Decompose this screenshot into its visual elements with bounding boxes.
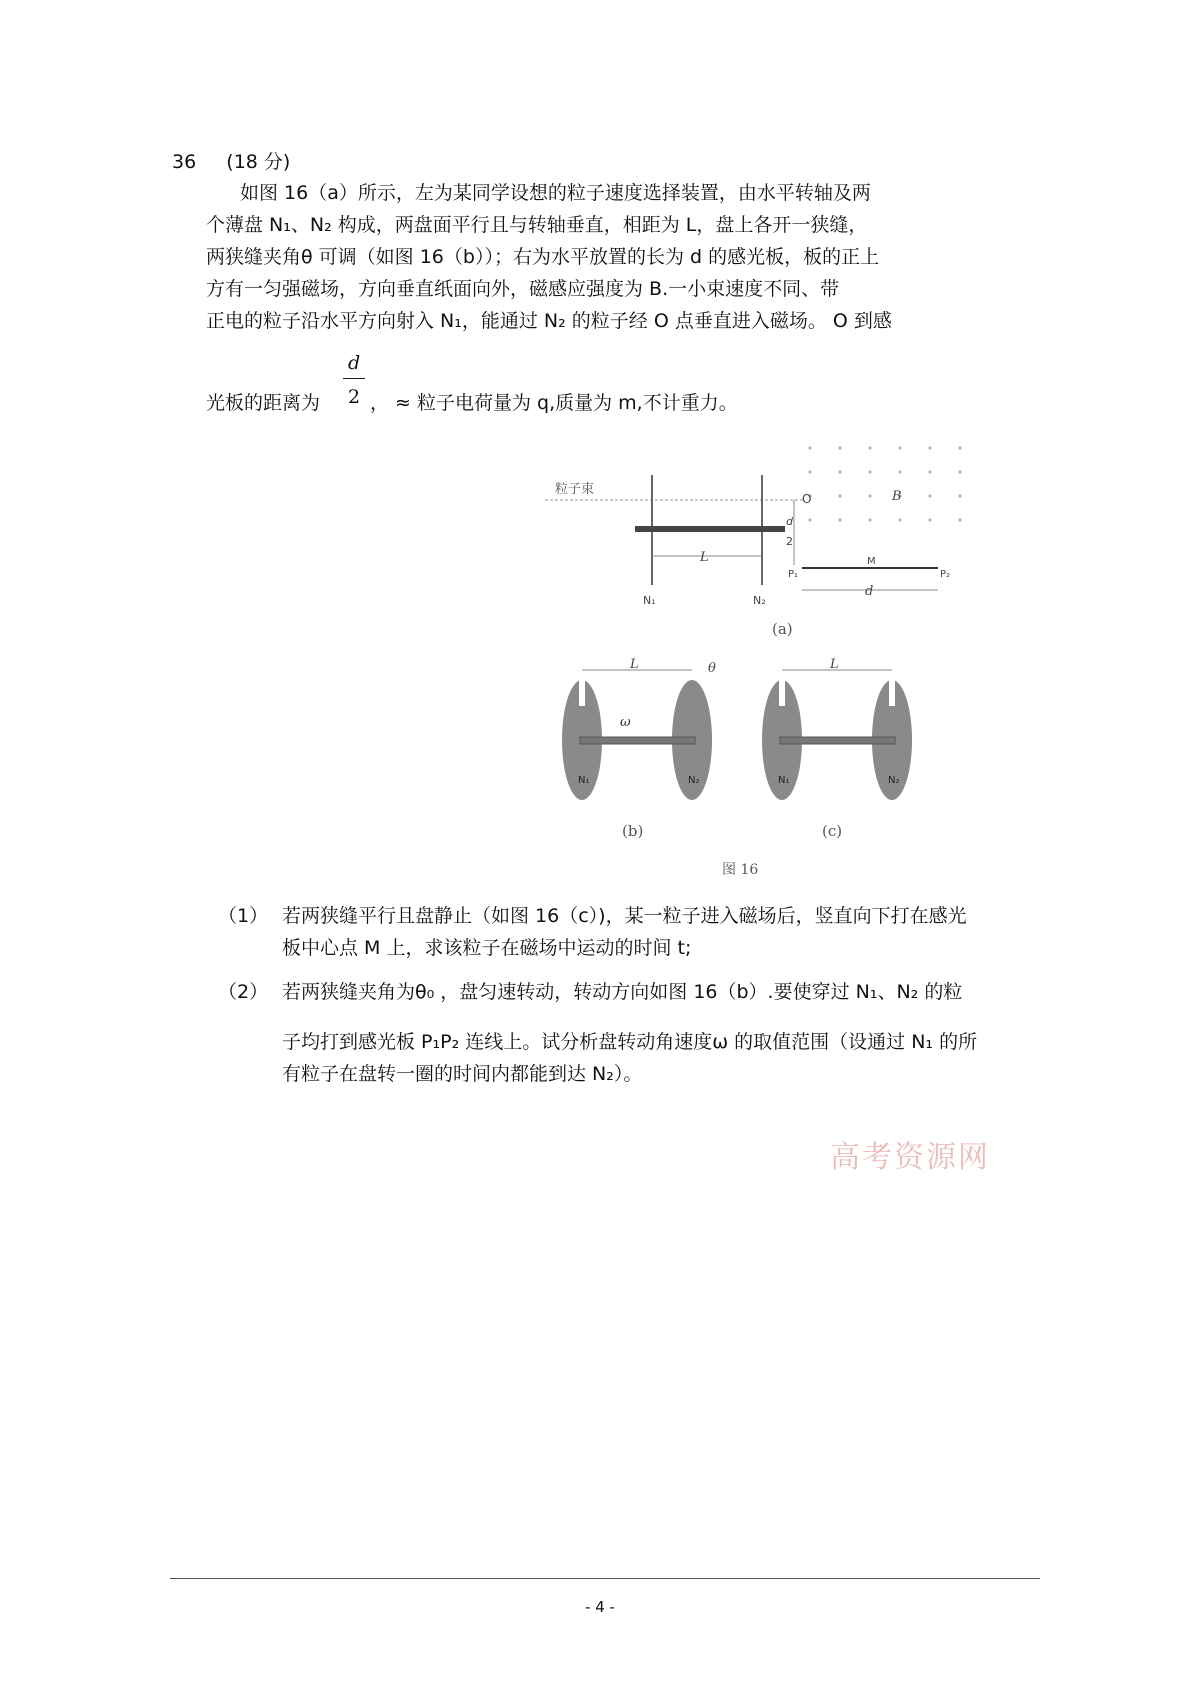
subquestion-2-line-1: 若两狭缝夹角为θ₀ ，盘匀速转动，转动方向如图 16（b）.要使穿过 N₁、N₂ 的粒	[282, 981, 963, 1003]
magnetic-field-dots	[809, 447, 962, 522]
label-n2-c: N₂	[888, 775, 900, 786]
subquestion-2-line-3: 有粒子在盘转一圈的时间内都能到达 N₂）。	[282, 1063, 643, 1085]
intro-line-1: 如图 16（a）所示，左为某同学设想的粒子速度选择装置，由水平转轴及两	[240, 182, 871, 204]
label-l-a: L	[700, 550, 709, 565]
axle-c	[780, 737, 895, 744]
fraction-numerator: d	[348, 352, 361, 374]
intro-line-5: 正电的粒子沿水平方向射入 N₁，能通过 N₂ 的粒子经 O 点垂直进入磁场。 O 到感	[206, 310, 892, 332]
label-o: O	[802, 492, 812, 506]
label-l-b: L	[630, 657, 639, 672]
axle-b	[580, 737, 695, 744]
intro-line-3: 两狭缝夹角θ 可调（如图 16（b））；右为水平放置的长为 d 的感光板，板的正上	[206, 246, 880, 268]
watermark: 高考资源网	[830, 1140, 990, 1175]
label-d-half-den: 2	[786, 535, 793, 548]
intro-line-2: 个薄盘 N₁、N₂ 构成，两盘面平行且与转轴垂直，相距为 L，盘上各开一狭缝，	[206, 214, 868, 236]
distance-suffix: ， ≈ 粒子电荷量为 q,质量为 m,不计重力。	[370, 392, 738, 414]
fraction-bar	[343, 378, 365, 379]
label-p1: P₁	[788, 569, 799, 580]
label-n1-c: N₁	[778, 775, 790, 786]
label-m: M	[867, 556, 876, 567]
label-d-half-num: d	[786, 515, 793, 528]
subquestion-2-number: （2）	[218, 981, 269, 1003]
caption-c: (c)	[822, 822, 843, 840]
footer-rule	[170, 1578, 1040, 1579]
label-omega: ω	[620, 715, 631, 730]
label-n1-b: N₁	[578, 775, 590, 786]
intro-line-4: 方有一匀强磁场，方向垂直纸面向外，磁感应强度为 B.一小束速度不同、带	[206, 278, 840, 300]
label-n2-b: N₂	[688, 775, 700, 786]
question-number-line	[172, 150, 290, 174]
label-n1-a: N₁	[643, 594, 656, 607]
question-number: 36	[172, 151, 197, 173]
subquestion-1-line-2: 板中心点 M 上，求该粒子在磁场中运动的时间 t;	[282, 937, 692, 959]
page-number: - 4 -	[585, 1598, 615, 1616]
label-beam: 粒子束	[555, 482, 595, 497]
subquestion-1-line-1: 若两狭缝平行且盘静止（如图 16（c）)，某一粒子进入磁场后，竖直向下打在感光	[282, 905, 967, 927]
figure-16	[540, 440, 980, 880]
caption-a: (a)	[772, 620, 793, 638]
fraction-denominator: 2	[348, 386, 361, 408]
subquestion-2-line-2: 子均打到感光板 P₁P₂ 连线上。试分析盘转动角速度ω 的取值范围（设通过 N₁ 的所	[282, 1031, 978, 1053]
label-d: d	[865, 584, 874, 599]
label-n2-a: N₂	[753, 594, 766, 607]
slit-n1-b	[579, 680, 585, 706]
label-b: B	[892, 489, 902, 504]
label-p2: P₂	[940, 569, 951, 580]
slit-n2-c	[889, 680, 895, 706]
distance-prefix: 光板的距离为	[206, 392, 321, 414]
slit-n1-c	[779, 680, 785, 706]
axle-a	[635, 526, 785, 532]
question-score: (18 分)	[226, 151, 291, 173]
subquestion-1-number: （1）	[218, 905, 269, 927]
caption-b: (b)	[622, 822, 644, 840]
figure-title: 图 16	[722, 862, 759, 878]
label-l-c: L	[830, 657, 839, 672]
label-theta: θ	[708, 661, 716, 676]
